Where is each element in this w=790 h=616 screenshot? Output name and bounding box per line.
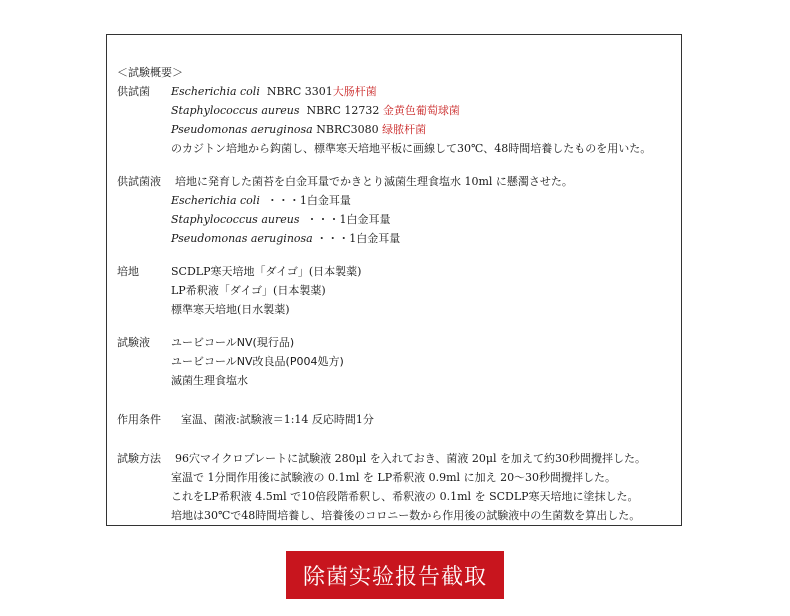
method-line: 培地は30℃で48時間培養し、培養後のコロニー数から作用後の試験液中の生菌数を算出した。 [171, 509, 641, 522]
organism-row-3 [117, 120, 673, 139]
test-solution-line: 滅菌生理食塩水 [171, 374, 248, 387]
method-row-4 [117, 506, 673, 525]
method-line: これをLP希釈液 4.5ml で10倍段階希釈し、希釈液の 0.1ml を SCDLP寒天培地に塗抹した。 [171, 490, 639, 503]
organism-note-row [117, 139, 673, 158]
test-solution-row-2 [117, 352, 673, 371]
conditions-text: 室温、菌液:試験液＝1:14 反応時間1分 [181, 413, 374, 426]
suspension-organism: Escherichia coli [171, 194, 260, 207]
method-row-3 [117, 487, 673, 506]
report-body [117, 63, 673, 525]
suspension-text: 培地に発育した菌苔を白金耳量でかきとり滅菌生理食塩水 10ml に懸濁させた。 [175, 175, 573, 188]
medium-row-1 [117, 262, 673, 281]
organism-strain: NBRC3080 [316, 123, 379, 136]
method-label: 試験方法 [117, 452, 161, 465]
suspension-organism: Staphylococcus aureus [171, 213, 300, 226]
method-line: 室温で 1分間作用後に試験液の 0.1ml を LP希釈液 0.9ml に加え 20～30秒間攪拌した。 [171, 471, 617, 484]
suspension-organism: Pseudomonas aeruginosa [171, 232, 313, 245]
organism-chinese-name: 大肠杆菌 [332, 85, 377, 98]
organism-chinese-name: 金黄色葡萄球菌 [382, 104, 460, 117]
medium-label: 培地 [117, 265, 139, 278]
organism-strain: NBRC 3301 [266, 85, 333, 98]
organism-note: のカジトン培地から鈎菌し、標準寒天培地平板に画線して30℃、48時間培養したものを用いた。 [171, 142, 652, 155]
organism-row-2 [117, 101, 673, 120]
test-solution-line: ユービコールNV改良品(P004処方) [171, 355, 344, 368]
suspension-row [117, 172, 673, 191]
method-row-2 [117, 468, 673, 487]
organism-chinese-name: 绿脓杆菌 [382, 123, 427, 136]
banner-text: 除菌实验报告截取 [302, 564, 487, 590]
organism-name: Staphylococcus aureus [171, 104, 300, 117]
suspension-item-1 [117, 191, 673, 210]
test-solution-line: ユービコールNV(現行品) [171, 336, 295, 349]
organism-strain: NBRC 12732 [306, 104, 380, 117]
suspension-amount: ・・・1白金耳量 [316, 232, 401, 245]
conditions-row [117, 410, 673, 429]
organism-name: Escherichia coli [171, 85, 260, 98]
report-excerpt-frame [106, 34, 682, 526]
method-line: 96穴マイクロプレートに試験液 280μl を入れておき、菌液 20μl を加えて約30秒間攪拌した。 [175, 452, 646, 465]
suspension-item-2 [117, 210, 673, 229]
medium-row-2 [117, 281, 673, 300]
organism-name: Pseudomonas aeruginosa [171, 123, 313, 136]
organisms-label: 供試菌 [117, 85, 150, 98]
test-solution-row-1 [117, 333, 673, 352]
suspension-item-3 [117, 229, 673, 248]
method-row-1 [117, 449, 673, 468]
suspension-label: 供試菌液 [117, 175, 161, 188]
section-heading [117, 63, 673, 82]
test-solution-label: 試験液 [117, 336, 150, 349]
medium-line: LP希釈液「ダイゴ」(日本製薬) [171, 284, 326, 297]
medium-line: SCDLP寒天培地「ダイゴ」(日本製薬) [171, 265, 362, 278]
medium-row-3 [117, 300, 673, 319]
overview-heading: ＜試験概要＞ [117, 66, 183, 79]
suspension-amount: ・・・1白金耳量 [306, 213, 391, 226]
conditions-label: 作用条件 [117, 413, 161, 426]
report-excerpt-banner [286, 551, 504, 599]
organism-row-1 [117, 82, 673, 101]
suspension-amount: ・・・1白金耳量 [266, 194, 351, 207]
test-solution-row-3 [117, 371, 673, 390]
medium-line: 標準寒天培地(日水製薬) [171, 303, 290, 316]
